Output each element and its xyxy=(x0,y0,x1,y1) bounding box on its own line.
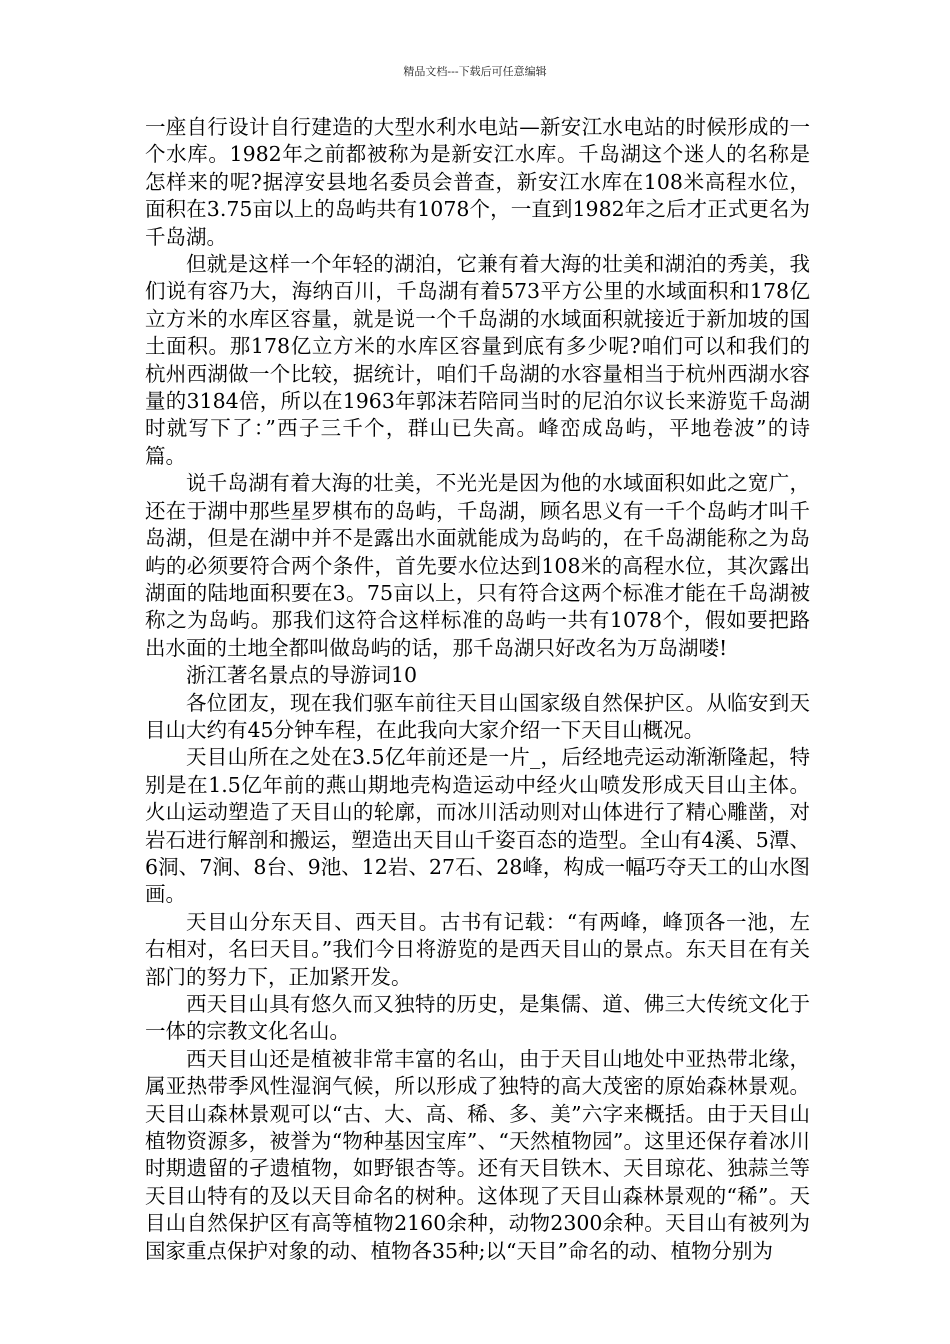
paragraph-7: 天目山分东天目、西天目。古书有记载：“有两峰，峰顶各一池，左右相对，名曰天目。”我们今日将游览的是西天目山的景点。东天目在有关部门的努力下，正加紧开发。 xyxy=(145,909,810,989)
page-header: 精品文档---下载后可任意编辑 xyxy=(403,65,547,78)
paragraph-9: 西天目山还是植被非常丰富的名山，由于天目山地处中亚热带北缘，属亚热带季风性湿润气候，所以形成了独特的高大茂密的原始森林景观。天目山森林景观可以“古、大、高、稀、多、美”六字来概括。由于天目山植物资源多，被誉为“物种基因宝库”、“天然植物园”。这里还保存着冰川时期遗留的孑遗植物，如野银杏等。还有天目铁木、天目琼花、独蒜兰等天目山特有的及以天目命名的树种。这体现了天目山森林景观的“稀”。天目山自然保护区有高等植物2160余种，动物2300余种。天目山有被列为国家重点保护对象的动、植物各35种;以“天目”命名的动、植物分别为 xyxy=(145,1046,810,1263)
paragraph-5: 各位团友，现在我们驱车前往天目山国家级自然保护区。从临安到天目山大约有45分钟车程，在此我向大家介绍一下天目山概况。 xyxy=(145,690,810,742)
section-heading: 浙江著名景点的导游词10 xyxy=(186,663,418,688)
paragraph-1: 一座自行设计自行建造的大型水利水电站—新安江水电站的时候形成的一个水库。1982年之前都被称为是新安江水库。千岛湖这个迷人的名称是怎样来的呢?据淳安县地名委员会普查，新安江水库在108米高程水位，面积在3.75亩以上的岛屿共有1078个，一直到1982年之后才正式更名为千岛湖。 xyxy=(145,115,810,249)
paragraph-6: 天目山所在之处在3.5亿年前还是一片_，后经地壳运动渐渐隆起，特别是在1.5亿年前的燕山期地壳构造运动中经火山喷发形成天目山主体。火山运动塑造了天目山的轮廓，而冰川活动则对山体进行了精心雕凿，对岩石进行解剖和搬运，塑造出天目山千姿百态的造型。全山有4溪、5潭、6洞、7涧、8台、9池、12岩、27石、28峰，构成一幅巧夺天工的山水图画。 xyxy=(145,745,810,907)
paragraph-2: 但就是这样一个年轻的湖泊，它兼有着大海的壮美和湖泊的秀美，我们说有容乃大，海纳百川，千岛湖有着573平方公里的水域面积和178亿立方米的水库区容量，就是说一个千岛湖的水域面积就接近于新加坡的国土面积。那178亿立方米的水库区容量到底有多少呢?咱们可以和我们的杭州西湖做一个比较，据统计，咱们千岛湖的水容量相当于杭州西湖水容量的3184倍，所以在1963年郭沫若陪同当时的尼泊尔议长来游览千岛湖时就写下了：”西子三千个，群山已失高。峰峦成岛屿，平地卷波”的诗篇。 xyxy=(145,252,810,468)
paragraph-3: 说千岛湖有着大海的壮美，不光光是因为他的水域面积如此之宽广，还在于湖中那些星罗棋布的岛屿，千岛湖，顾名思义有一千个岛屿才叫千岛湖，但是在湖中并不是露出水面就能成为岛屿的，在千岛湖能称之为岛屿的必须要符合两个条件，首先要水位达到108米的高程水位，其次露出湖面的陆地面积要在3。75亩以上，只有符合这两个标准才能在千岛湖被称之为岛屿。那我们这符合这样标准的岛屿一共有1078个，假如要把路出水面的土地全都叫做岛屿的话，那千岛湖只好改名为万岛湖喽! xyxy=(145,471,810,660)
paragraph-8: 西天目山具有悠久而又独特的历史，是集儒、道、佛三大传统文化于一体的宗教文化名山。 xyxy=(145,992,810,1044)
document-body xyxy=(145,114,810,1265)
